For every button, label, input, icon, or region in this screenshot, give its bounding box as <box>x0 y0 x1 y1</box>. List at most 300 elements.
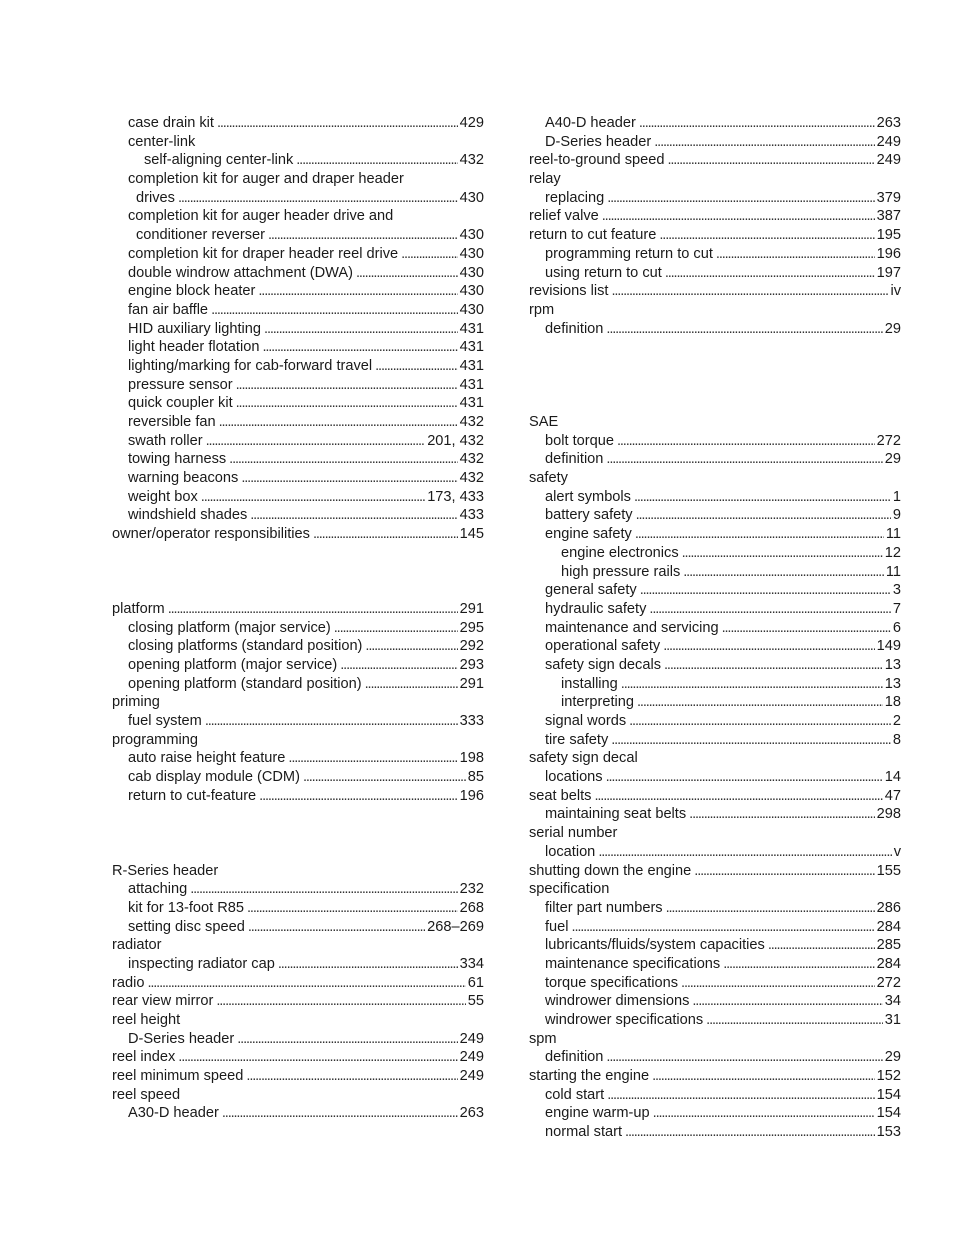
index-term: maintenance specifications <box>545 955 721 972</box>
index-entry[interactable] <box>112 432 484 451</box>
page-reference[interactable]: 430 <box>459 264 484 281</box>
page-reference[interactable]: 196 <box>876 245 901 262</box>
page-reference[interactable]: 333 <box>459 713 484 729</box>
index-term: engine electronics <box>561 544 679 561</box>
page-reference[interactable]: 431 <box>459 339 484 356</box>
dot-leader <box>768 936 875 955</box>
index-term: safety <box>529 470 568 487</box>
index-entry[interactable] <box>112 264 484 283</box>
page-reference[interactable]: 145 <box>459 526 484 543</box>
page-reference[interactable]: iv <box>890 283 901 300</box>
page-reference[interactable]: 34 <box>884 993 901 1010</box>
index-entry[interactable] <box>112 749 484 768</box>
page-reference[interactable]: 47 <box>884 787 901 804</box>
index-entry[interactable] <box>529 731 901 750</box>
dot-leader <box>236 376 458 395</box>
index-entry[interactable] <box>529 450 901 469</box>
index-entry[interactable] <box>112 731 484 750</box>
page-reference[interactable]: 13 <box>884 675 901 692</box>
dot-leader <box>268 226 458 245</box>
page-reference[interactable]: 31 <box>884 1012 901 1028</box>
page-reference[interactable]: 431 <box>459 357 484 374</box>
index-term: completion kit for auger and draper header <box>128 171 404 188</box>
dot-leader <box>635 525 884 544</box>
page-reference[interactable]: 432 <box>459 414 484 430</box>
index-entry[interactable] <box>529 1030 901 1049</box>
dot-leader <box>313 525 458 544</box>
page-reference[interactable]: 29 <box>884 1049 901 1066</box>
dot-leader <box>639 114 875 133</box>
dot-leader <box>303 768 466 787</box>
index-entry[interactable] <box>112 133 484 152</box>
index-entry[interactable] <box>112 1011 484 1030</box>
dot-leader <box>334 619 458 638</box>
index-term: serial number <box>529 825 618 842</box>
page-reference[interactable]: 6 <box>892 619 901 636</box>
index-entry[interactable] <box>529 918 901 937</box>
page-reference[interactable]: 7 <box>892 600 901 617</box>
dot-leader <box>611 282 888 301</box>
page-reference[interactable]: 249 <box>459 1068 484 1085</box>
index-term: definition <box>545 320 604 337</box>
index-entry[interactable] <box>529 189 901 208</box>
dot-leader <box>211 301 458 320</box>
page-reference[interactable]: 433 <box>459 507 484 524</box>
index-term: light header flotation <box>128 339 260 356</box>
page-reference[interactable]: 173, 433 <box>427 488 484 505</box>
index-entry[interactable] <box>112 245 484 264</box>
dot-leader <box>264 320 458 339</box>
index-term: filter part numbers <box>545 899 663 916</box>
index-entry[interactable] <box>112 226 484 245</box>
index-entry[interactable] <box>112 282 484 301</box>
dot-leader <box>296 151 457 170</box>
page-reference[interactable]: 286 <box>876 899 901 916</box>
index-entry[interactable] <box>112 450 484 469</box>
index-term: windshield shades <box>128 507 248 524</box>
index-entry[interactable] <box>529 563 901 582</box>
page-reference[interactable]: 29 <box>884 451 901 468</box>
index-entry[interactable] <box>112 693 484 712</box>
index-term: programming return to cut <box>545 245 713 262</box>
page-reference[interactable]: 154 <box>876 1105 901 1122</box>
page-reference[interactable]: 379 <box>876 189 901 206</box>
dot-leader <box>222 1104 458 1123</box>
dot-leader <box>168 600 458 619</box>
index-term: self-aligning center-link <box>144 152 294 169</box>
index-term: platform <box>112 600 165 617</box>
page-reference[interactable]: 430 <box>459 301 484 318</box>
section-gap <box>112 805 484 824</box>
page-reference[interactable]: 195 <box>876 227 901 244</box>
dot-leader <box>602 207 875 226</box>
index-term: engine safety <box>545 526 632 543</box>
index-entry[interactable] <box>112 357 484 376</box>
index-entry[interactable] <box>529 320 901 339</box>
index-term: radiator <box>112 937 162 954</box>
index-entry[interactable] <box>529 619 901 638</box>
index-entry[interactable] <box>112 207 484 226</box>
index-entry[interactable] <box>529 787 901 806</box>
index-entry[interactable] <box>529 824 901 843</box>
index-entry[interactable] <box>529 469 901 488</box>
page-reference[interactable]: 249 <box>876 152 901 169</box>
page-reference[interactable]: 292 <box>459 638 484 655</box>
index-entry[interactable] <box>529 805 901 824</box>
index-entry[interactable] <box>112 320 484 339</box>
index-term: relay <box>529 171 561 188</box>
index-term: closing platforms (standard position) <box>128 638 363 655</box>
index-term: SAE <box>529 414 559 430</box>
index-entry[interactable] <box>529 1086 901 1105</box>
page-reference[interactable]: 263 <box>459 1105 484 1122</box>
page-reference[interactable]: 14 <box>884 769 901 786</box>
index-entry[interactable] <box>529 282 901 301</box>
page-reference[interactable]: 291 <box>459 600 484 617</box>
index-term: reel minimum speed <box>112 1068 244 1085</box>
index-term: priming <box>112 694 160 711</box>
index-term: rear view mirror <box>112 993 214 1010</box>
page-reference[interactable]: 285 <box>876 937 901 954</box>
index-term: installing <box>561 675 618 692</box>
index-entry[interactable] <box>529 637 901 656</box>
index-term: engine block heater <box>128 283 256 300</box>
index-term: pressure sensor <box>128 376 233 393</box>
index-entry[interactable] <box>529 432 901 451</box>
dot-leader <box>634 488 891 507</box>
index-entry[interactable] <box>112 899 484 918</box>
page-reference[interactable]: 2 <box>892 713 901 729</box>
page-reference[interactable]: 431 <box>459 395 484 412</box>
page-reference[interactable]: 9 <box>892 507 901 524</box>
page-reference[interactable]: 430 <box>459 283 484 300</box>
page-reference[interactable]: 85 <box>467 769 484 786</box>
index-entry[interactable] <box>529 544 901 563</box>
index-entry[interactable] <box>112 675 484 694</box>
page-reference[interactable]: 295 <box>459 619 484 636</box>
index-entry[interactable] <box>529 768 901 787</box>
dot-leader <box>666 899 875 918</box>
dot-leader <box>248 918 425 937</box>
index-term: maintaining seat belts <box>545 806 687 823</box>
dot-leader <box>229 450 457 469</box>
index-entry[interactable] <box>112 768 484 787</box>
dot-leader <box>617 432 875 451</box>
index-entry[interactable] <box>529 1067 901 1086</box>
index-entry[interactable] <box>112 151 484 170</box>
index-term: battery safety <box>545 507 633 524</box>
page-reference[interactable]: 284 <box>876 955 901 972</box>
page-reference[interactable]: 430 <box>459 227 484 244</box>
dot-leader <box>667 151 874 170</box>
index-term: general safety <box>545 582 637 599</box>
index-entry[interactable] <box>529 936 901 955</box>
page-reference[interactable]: 152 <box>876 1068 901 1085</box>
index-term: starting the engine <box>529 1068 650 1085</box>
index-entry[interactable] <box>529 207 901 226</box>
index-entry[interactable] <box>112 600 484 619</box>
dot-leader <box>722 619 891 638</box>
index-term: cold start <box>545 1086 605 1103</box>
page-reference[interactable]: 249 <box>876 133 901 150</box>
dot-leader <box>258 282 457 301</box>
page-reference[interactable]: 432 <box>459 470 484 487</box>
index-entry[interactable] <box>112 992 484 1011</box>
dot-leader <box>365 675 458 694</box>
index-entry[interactable] <box>529 525 901 544</box>
index-entry[interactable] <box>529 1048 901 1067</box>
page-reference[interactable]: 61 <box>467 974 484 991</box>
page-reference[interactable]: 432 <box>459 152 484 169</box>
dot-leader <box>288 749 457 768</box>
dot-leader <box>606 450 882 469</box>
index-term: swath roller <box>128 432 203 449</box>
index-term: drives <box>136 189 175 206</box>
dot-leader <box>606 768 883 787</box>
page-reference[interactable]: 249 <box>459 1030 484 1047</box>
index-term: definition <box>545 1049 604 1066</box>
index-entry[interactable] <box>112 1104 484 1123</box>
index-term: alert symbols <box>545 488 631 505</box>
index-term: tire safety <box>545 731 609 748</box>
page-reference[interactable]: 198 <box>459 750 484 767</box>
index-entry[interactable] <box>112 712 484 731</box>
dot-leader <box>201 488 425 507</box>
index-entry[interactable] <box>529 880 901 899</box>
page-reference[interactable]: 8 <box>892 731 901 748</box>
page-reference[interactable]: 149 <box>876 638 901 655</box>
page-reference[interactable]: 201, 432 <box>427 432 484 449</box>
index-term: lubricants/fluids/system capacities <box>545 937 765 954</box>
index-entry[interactable] <box>112 488 484 507</box>
dot-leader <box>216 992 465 1011</box>
index-term: hydraulic safety <box>545 600 647 617</box>
section-gap <box>112 843 484 862</box>
index-entry[interactable] <box>529 1011 901 1030</box>
index-entry[interactable] <box>529 581 901 600</box>
index-entry[interactable] <box>529 1123 901 1142</box>
index-term: shutting down the engine <box>529 862 692 879</box>
index-entry[interactable] <box>112 619 484 638</box>
page-reference[interactable]: 268–269 <box>427 918 484 935</box>
dot-leader <box>250 506 457 525</box>
page-reference[interactable]: 430 <box>459 245 484 262</box>
index-term: towing harness <box>128 451 227 468</box>
dot-leader <box>652 1067 875 1086</box>
page-reference[interactable]: 272 <box>876 974 901 991</box>
page-reference[interactable]: 268 <box>459 899 484 916</box>
page-reference[interactable]: 196 <box>459 787 484 804</box>
page-reference[interactable]: 18 <box>884 694 901 711</box>
dot-leader <box>278 955 458 974</box>
dot-leader <box>683 563 884 582</box>
index-entry[interactable] <box>529 114 901 133</box>
index-entry[interactable] <box>112 469 484 488</box>
index-entry[interactable] <box>112 862 484 881</box>
index-term: double windrow attachment (DWA) <box>128 264 353 281</box>
page-reference[interactable]: 13 <box>884 656 901 673</box>
section-gap <box>529 338 901 357</box>
index-entry[interactable] <box>112 301 484 320</box>
index-entry[interactable] <box>112 170 484 189</box>
index-entry[interactable] <box>112 1067 484 1086</box>
index-entry[interactable] <box>112 1086 484 1105</box>
index-entry[interactable] <box>112 189 484 208</box>
index-term: fan air baffle <box>128 301 209 318</box>
index-entry[interactable] <box>112 338 484 357</box>
index-column-right <box>529 114 901 1142</box>
page-reference[interactable]: 55 <box>467 993 484 1010</box>
index-entry[interactable] <box>529 693 901 712</box>
page-reference[interactable]: 387 <box>876 208 901 225</box>
page-reference[interactable]: 431 <box>459 376 484 393</box>
index-entry[interactable] <box>529 600 901 619</box>
index-term: locations <box>545 769 603 786</box>
index-entry[interactable] <box>529 245 901 264</box>
page-reference[interactable]: 298 <box>876 806 901 823</box>
page-reference[interactable]: 284 <box>876 918 901 935</box>
index-entry[interactable] <box>112 525 484 544</box>
index-entry[interactable] <box>529 992 901 1011</box>
page-reference[interactable]: 197 <box>876 264 901 281</box>
index-term: bolt torque <box>545 432 614 449</box>
index-entry[interactable] <box>529 656 901 675</box>
index-term: A30-D header <box>128 1105 219 1122</box>
page-reference[interactable]: 263 <box>876 115 901 131</box>
page-reference[interactable]: 12 <box>884 544 901 561</box>
index-entry[interactable] <box>529 301 901 320</box>
page-reference[interactable]: 272 <box>876 432 901 449</box>
page-reference[interactable]: 232 <box>459 881 484 898</box>
index-entry[interactable] <box>529 226 901 245</box>
index-entry[interactable] <box>112 918 484 937</box>
index-entry[interactable] <box>112 114 484 133</box>
dot-leader <box>237 1030 457 1049</box>
index-term: safety sign decal <box>529 750 638 767</box>
index-entry[interactable] <box>529 488 901 507</box>
page-reference[interactable]: 3 <box>892 582 901 599</box>
page-reference[interactable]: 155 <box>876 862 901 879</box>
index-term: reel-to-ground speed <box>529 152 665 169</box>
page-reference[interactable]: 249 <box>459 1049 484 1066</box>
page-reference[interactable]: 334 <box>459 955 484 972</box>
dot-leader <box>262 338 457 357</box>
dot-leader <box>659 226 874 245</box>
page-reference[interactable]: 291 <box>459 675 484 692</box>
section-gap <box>112 824 484 843</box>
index-entry[interactable] <box>112 974 484 993</box>
index-entry[interactable] <box>529 843 901 862</box>
index-term: engine warm-up <box>545 1105 650 1122</box>
index-entry[interactable] <box>529 712 901 731</box>
page-reference[interactable]: 154 <box>876 1086 901 1103</box>
index-entry[interactable] <box>529 1104 901 1123</box>
index-entry[interactable] <box>112 955 484 974</box>
index-entry[interactable] <box>112 880 484 899</box>
index-term: completion kit for auger header drive and <box>128 208 394 225</box>
index-term: inspecting radiator cap <box>128 955 275 972</box>
page-reference[interactable]: 153 <box>876 1124 901 1141</box>
index-entry[interactable] <box>112 1030 484 1049</box>
index-term: reversible fan <box>128 414 216 430</box>
dot-leader <box>401 245 458 264</box>
index-entry[interactable] <box>529 899 901 918</box>
dot-leader <box>190 880 457 899</box>
index-entry[interactable] <box>529 413 901 432</box>
dot-leader <box>636 506 891 525</box>
dot-leader <box>653 1104 875 1123</box>
index-entry[interactable] <box>112 506 484 525</box>
dot-leader <box>689 805 874 824</box>
dot-leader <box>681 974 875 993</box>
index-term: lighting/marking for cab-forward travel <box>128 357 373 374</box>
index-entry[interactable] <box>112 413 484 432</box>
page-reference[interactable]: 293 <box>459 656 484 673</box>
page-reference[interactable]: 431 <box>459 320 484 337</box>
index-term: reel speed <box>112 1086 181 1103</box>
index-entry[interactable] <box>529 133 901 152</box>
dot-leader <box>147 974 465 993</box>
index-entry[interactable] <box>529 151 901 170</box>
index-term: replacing <box>545 189 605 206</box>
index-entry[interactable] <box>529 506 901 525</box>
index-entry[interactable] <box>529 749 901 768</box>
index-term: HID auxiliary lighting <box>128 320 262 337</box>
index-term: signal words <box>545 713 627 729</box>
index-entry[interactable] <box>529 862 901 881</box>
index-entry[interactable] <box>112 394 484 413</box>
dot-leader <box>205 712 458 731</box>
dot-leader <box>246 1067 457 1086</box>
index-term: seat belts <box>529 787 592 804</box>
index-column-left <box>112 114 484 1123</box>
index-term: owner/operator responsibilities <box>112 526 310 543</box>
index-entry[interactable] <box>112 1048 484 1067</box>
index-entry[interactable] <box>529 170 901 189</box>
index-entry[interactable] <box>112 936 484 955</box>
index-term: auto raise height feature <box>128 750 286 767</box>
index-term: relief valve <box>529 208 599 225</box>
dot-leader <box>217 114 458 133</box>
index-term: D-Series header <box>545 133 652 150</box>
index-entry[interactable] <box>112 376 484 395</box>
index-entry[interactable] <box>529 955 901 974</box>
index-entry[interactable] <box>112 656 484 675</box>
dot-leader <box>625 1123 875 1142</box>
page-reference[interactable]: 11 <box>885 526 901 543</box>
index-entry[interactable] <box>529 264 901 283</box>
page-reference[interactable]: 429 <box>459 115 484 131</box>
index-term: closing platform (major service) <box>128 619 331 636</box>
page-reference[interactable]: 432 <box>459 451 484 468</box>
page-reference[interactable]: 1 <box>892 488 901 505</box>
index-term: maintenance and servicing <box>545 619 719 636</box>
index-entry[interactable] <box>529 675 901 694</box>
index-entry[interactable] <box>529 974 901 993</box>
page-reference[interactable]: v <box>893 843 901 860</box>
page-reference[interactable]: 29 <box>884 320 901 337</box>
page-reference[interactable]: 11 <box>885 563 901 580</box>
index-term: R-Series header <box>112 862 219 879</box>
index-entry[interactable] <box>112 787 484 806</box>
index-term: cab display module (CDM) <box>128 769 300 786</box>
dot-leader <box>649 600 890 619</box>
index-term: windrower specifications <box>545 1012 704 1028</box>
index-term: specification <box>529 881 610 898</box>
page-reference[interactable]: 430 <box>459 189 484 206</box>
index-term: operational safety <box>545 638 661 655</box>
index-entry[interactable] <box>112 637 484 656</box>
